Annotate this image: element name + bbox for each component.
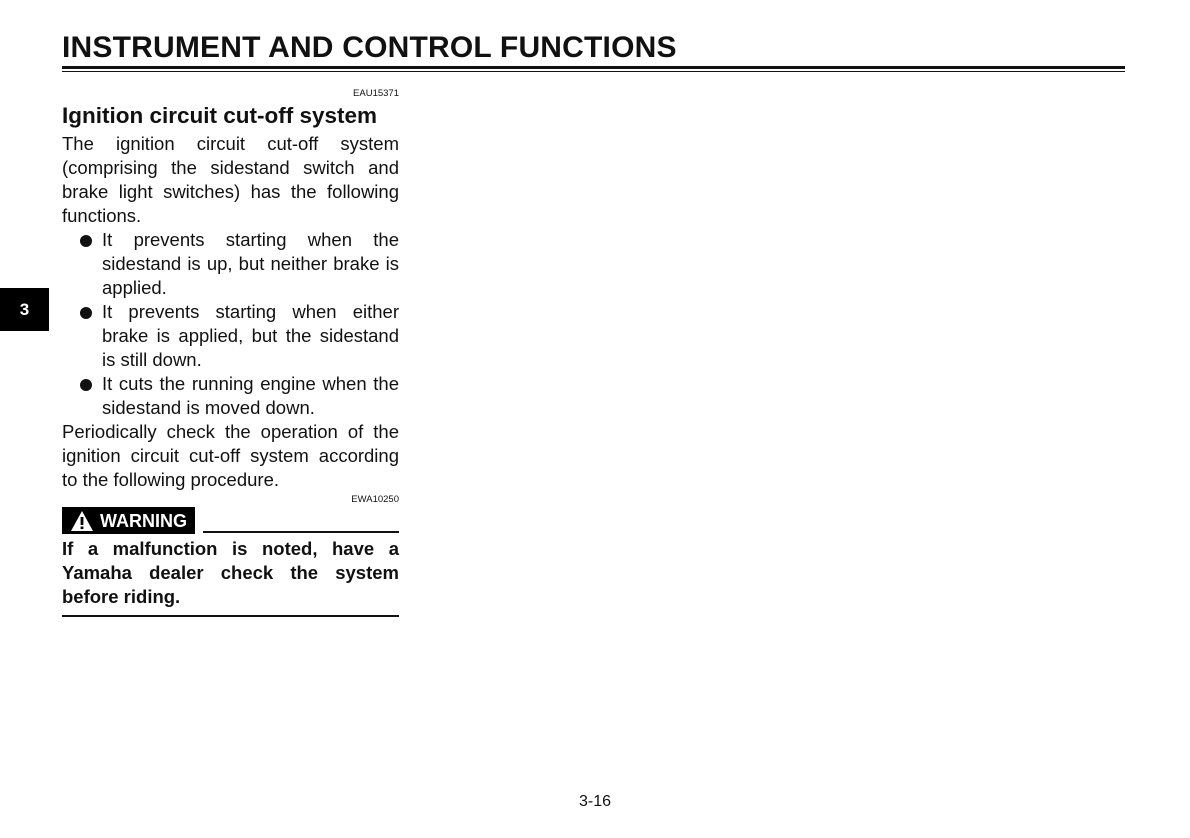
chapter-tab <box>0 288 49 331</box>
list-item <box>62 372 399 420</box>
list-item-text: It prevents starting when the sidestand is up, but neither brake is applied. <box>102 229 399 298</box>
warning-header <box>62 506 399 534</box>
intro-paragraph: The ignition circuit cut-off system (comprising the sidestand switch and brake light switches) has the following functions. <box>62 133 399 226</box>
page-number: 3-16 <box>578 793 612 810</box>
warning-text: If a malfunction is noted, have a Yamaha dealer check the system before riding. <box>62 538 399 607</box>
warning-code: EWA10250 <box>351 494 399 505</box>
header-rule <box>62 66 1125 69</box>
bullet-dot-icon <box>80 307 92 319</box>
warning-triangle-icon <box>70 510 94 532</box>
bullet-dot-icon <box>80 379 92 391</box>
warning-label: WARNING <box>100 510 187 531</box>
closing-paragraph: Periodically check the operation of the ignition circuit cut-off system according to the following procedure. <box>62 421 399 490</box>
warning-rule <box>203 531 399 533</box>
section-code: EAU15371 <box>353 88 399 99</box>
function-list <box>62 228 399 420</box>
chapter-number: 3 <box>19 299 30 319</box>
warning-end-rule <box>62 615 399 617</box>
bullet-dot-icon <box>80 235 92 247</box>
list-item <box>62 228 399 300</box>
page-title: INSTRUMENT AND CONTROL FUNCTIONS <box>62 31 677 64</box>
section-title: Ignition circuit cut-off system <box>62 103 378 128</box>
warning-badge <box>62 507 195 534</box>
header-rule-thin <box>62 71 1125 72</box>
content-column <box>62 88 399 617</box>
list-item-text: It cuts the running engine when the sidestand is moved down. <box>102 373 399 418</box>
list-item <box>62 300 399 372</box>
list-item-text: It prevents starting when either brake is applied, but the sidestand is still down. <box>102 301 399 370</box>
